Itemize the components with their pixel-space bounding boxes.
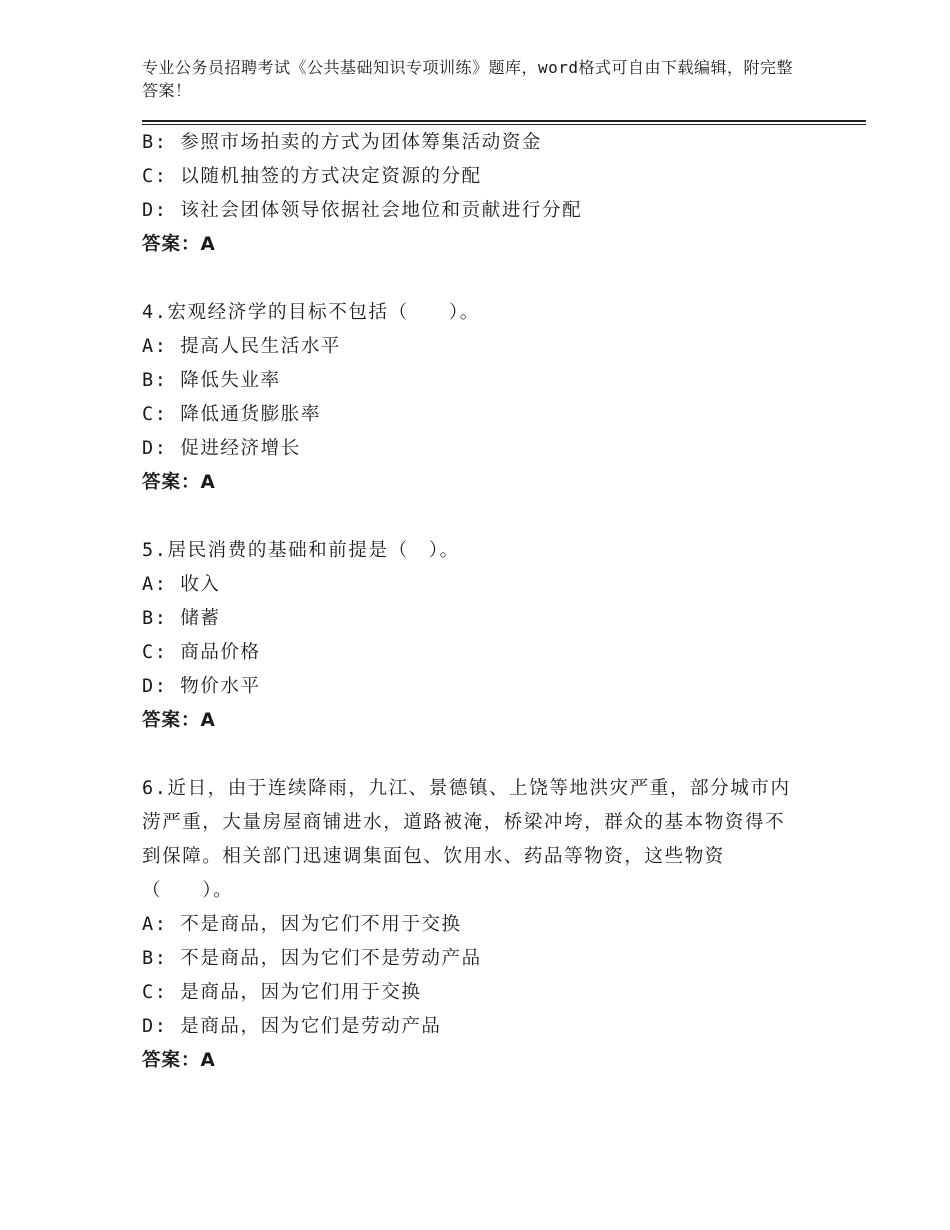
option-d: D: 是商品，因为它们是劳动产品 (142, 1016, 442, 1037)
header-divider-thin (142, 124, 866, 125)
option-b: B: 参照市场拍卖的方式为团体筹集活动资金 (142, 132, 543, 153)
option-d: D: 物价水平 (142, 676, 261, 697)
question-stem: 5.居民消费的基础和前提是（ ）。 (142, 540, 460, 561)
answer-label: 答案：A (142, 710, 216, 731)
question-4 (142, 296, 802, 500)
question-3-tail (142, 126, 802, 262)
option-b: B: 不是商品，因为它们不是劳动产品 (142, 948, 482, 969)
question-6 (142, 772, 802, 1078)
question-stem: 6.近日，由于连续降雨，九江、景德镇、上饶等地洪灾严重，部分城市内涝严重，大量房屋商铺进水，道路被淹，桥梁冲垮，群众的基本物资得不到保障。相关部门迅速调集面包、饮用水、药品等物资，这些物资（ ）。 (142, 778, 791, 901)
option-c: C: 以随机抽签的方式决定资源的分配 (142, 166, 482, 187)
option-c: C: 是商品，因为它们用于交换 (142, 982, 422, 1003)
option-a: A: 收入 (142, 574, 221, 595)
option-a: A: 提高人民生活水平 (142, 336, 342, 357)
option-c: C: 降低通货膨胀率 (142, 404, 321, 425)
answer-label: 答案：A (142, 472, 216, 493)
option-a: A: 不是商品，因为它们不用于交换 (142, 914, 462, 935)
option-c: C: 商品价格 (142, 642, 261, 663)
answer-label: 答案：A (142, 1050, 216, 1071)
question-content (142, 126, 802, 1078)
answer-label: 答案：A (142, 234, 216, 255)
option-d: D: 该社会团体领导依据社会地位和贡献进行分配 (142, 200, 583, 221)
header-divider-thick (142, 120, 866, 122)
option-b: B: 储蓄 (142, 608, 221, 629)
document-header: 专业公务员招聘考试《公共基础知识专项训练》题库，word格式可自由下载编辑，附完整答案！ (142, 58, 794, 100)
option-b: B: 降低失业率 (142, 370, 281, 391)
option-d: D: 促进经济增长 (142, 438, 301, 459)
question-5 (142, 534, 802, 738)
question-stem: 4.宏观经济学的目标不包括（ ）。 (142, 302, 480, 323)
